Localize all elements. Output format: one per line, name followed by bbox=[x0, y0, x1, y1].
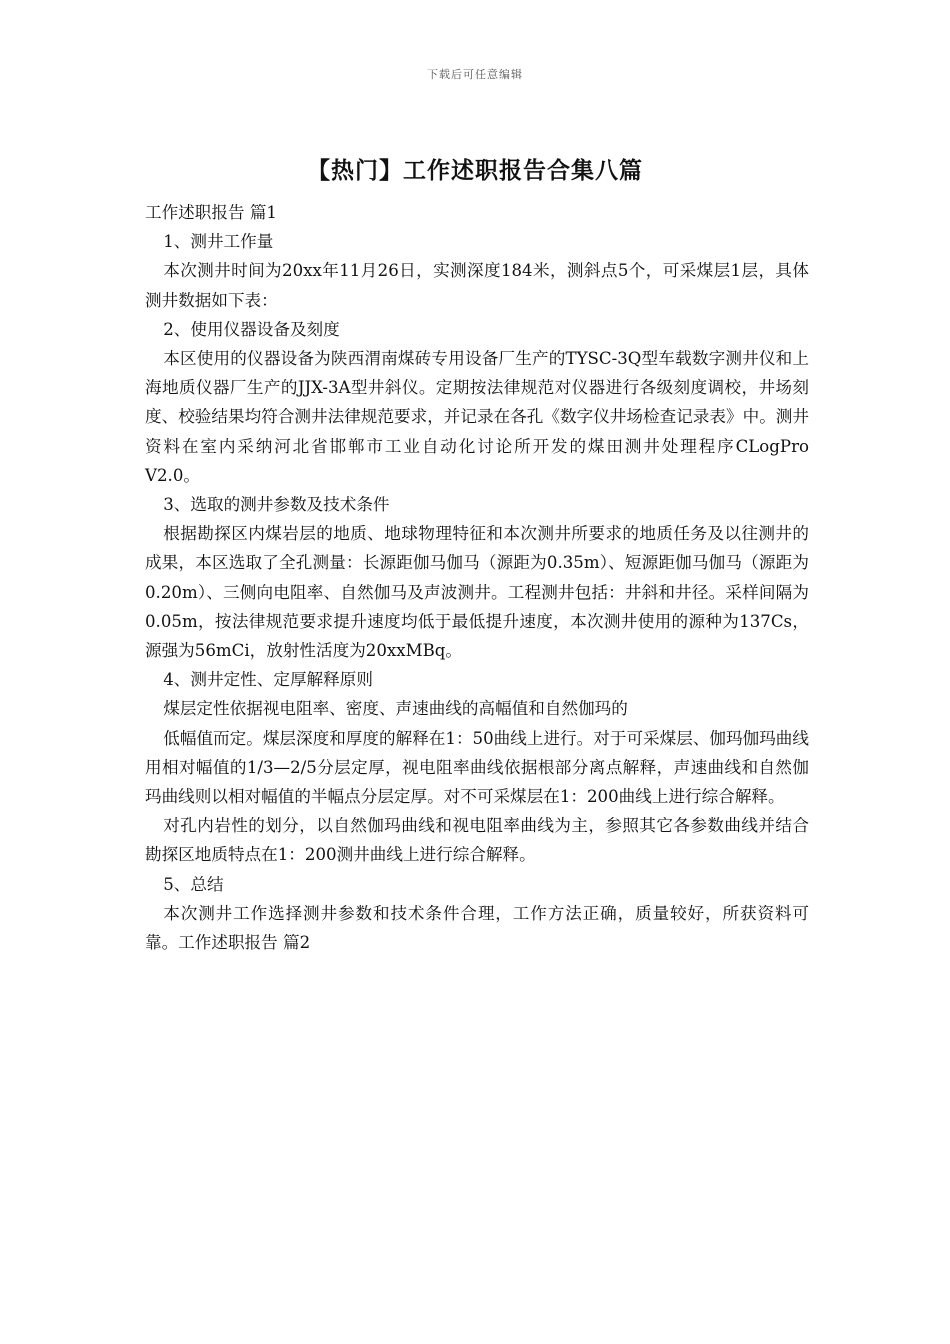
header-note: 下载后可任意编辑 bbox=[427, 68, 523, 81]
section-label: 工作述职报告 篇1 bbox=[145, 203, 277, 222]
section-heading-5: 5、总结 bbox=[163, 874, 224, 894]
paragraph-1: 本次测井时间为20xx年11月26日，实测深度184米，测斜点5个，可采煤层1层，具体测井数据如下表： bbox=[145, 261, 809, 310]
paragraph-4b: 低幅值而定。煤层深度和厚度的解释在1：50曲线上进行。对于可采煤层、伽玛伽玛曲线用相对幅值的1/3—2/5分层定厚，视电阻率曲线依据根部分离点解释，声速曲线和自然伽玛曲线则以相对幅值的半幅点分层定厚。对不可采煤层在1：200曲线上进行综合解释。 bbox=[145, 728, 809, 806]
section-heading-3: 3、选取的测井参数及技术条件 bbox=[163, 494, 390, 514]
document-body bbox=[145, 198, 809, 957]
section-heading-2: 2、使用仪器设备及刻度 bbox=[163, 319, 340, 339]
paragraph-4c: 对孔内岩性的划分，以自然伽玛曲线和视电阻率曲线为主，参照其它各参数曲线并结合勘探区地质特点在1：200测井曲线上进行综合解释。 bbox=[145, 816, 809, 865]
paragraph-3: 根据勘探区内煤岩层的地质、地球物理特征和本次测井所要求的地质任务及以往测井的成果，本区选取了全孔测量：长源距伽马伽马（源距为0.35m）、短源距伽马伽马（源距为0.20m）、三侧向电阻率、自然伽马及声波测井。工程测井包括：井斜和井径。采样间隔为0.05m，按法律规范要求提升速度均低于最低提升速度，本次测井使用的源种为137Cs，源强为56mCi，放射性活度为20xxMBq。 bbox=[145, 524, 809, 660]
document-title: 【热门】工作述职报告合集八篇 bbox=[307, 157, 643, 184]
paragraph-2: 本区使用的仪器设备为陕西渭南煤砖专用设备厂生产的TYSC-3Q型车载数字测井仪和上海地质仪器厂生产的JJX-3A型井斜仪。定期按法律规范对仪器进行各级刻度调校，井场刻度、校验结果均符合测井法律规范要求，并记录在各孔《数字仪井场检查记录表》中。测井资料在室内采纳河北省邯郸市工业自动化讨论所开发的煤田测井处理程序CLogPro V2.0。 bbox=[145, 348, 809, 485]
section-heading-1: 1、测井工作量 bbox=[163, 232, 274, 252]
paragraph-4a: 煤层定性依据视电阻率、密度、声速曲线的高幅值和自然伽玛的 bbox=[163, 699, 628, 719]
paragraph-5: 本次测井工作选择测井参数和技术条件合理，工作方法正确，质量较好，所获资料可靠。工作述职报告 篇2 bbox=[145, 903, 809, 952]
section-heading-4: 4、测井定性、定厚解释原则 bbox=[163, 670, 373, 690]
